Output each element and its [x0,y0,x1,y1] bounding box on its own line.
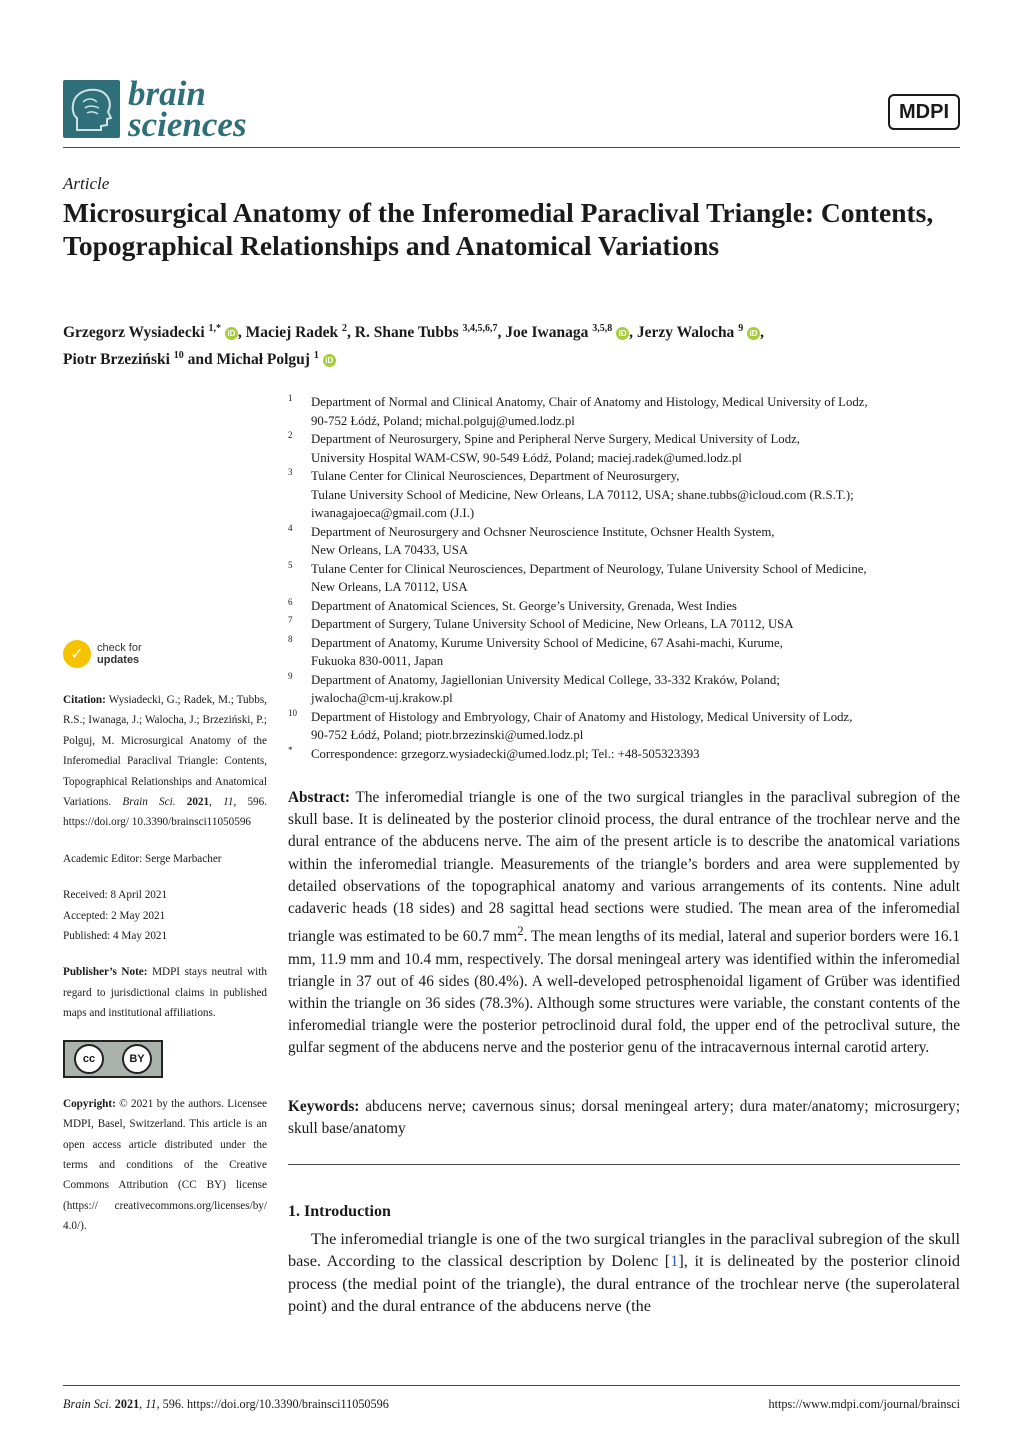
affiliation-line: Department of Surgery, Tulane University School of Medicine, New Orleans, LA 70112, USA [311,617,794,631]
footer-journal: Brain Sci. [63,1397,112,1411]
author-affiliation-marker: 1,* [208,323,221,334]
orcid-icon[interactable]: iD [323,354,336,367]
affiliation-number: 4 [288,522,293,533]
affiliation-item [288,560,960,597]
affiliation-item [288,615,960,634]
author-name: Maciej Radek [245,324,339,342]
author-name: R. Shane Tubbs [354,324,459,342]
abstract-label: Abstract: [288,789,351,806]
affiliation-line: Department of Neurosurgery and Ochsner Neuroscience Institute, Ochsner Health System, [311,524,775,539]
affiliation-line: Department of Anatomy, Kurume University School of Medicine, 67 Asahi-machi, Kurume, [311,635,783,650]
author-separator: , [237,324,246,342]
article-type: Article [63,174,110,193]
journal-name-line2: sciences [128,105,247,144]
author-affiliation-marker: 3,5,8 [592,323,613,334]
affiliation-item [288,745,960,764]
affiliation-line: Department of Neurosurgery, Spine and Peripheral Nerve Surgery, Medical University of Lodz, [311,432,800,446]
author-affiliation-marker: 3,4,5,6,7 [462,323,498,334]
author-separator: and [183,351,217,369]
citation-volume: 11 [223,796,234,809]
footer-journal-url[interactable]: https://www.mdpi.com/journal/brainsci [768,1397,960,1411]
affiliation-number: 8 [288,633,293,644]
affiliation-line: New Orleans, LA 70433, USA [311,543,469,557]
affiliation-item [288,708,960,745]
copyright-label: Copyright: [63,1097,116,1110]
author-affiliation-marker: 10 [173,350,184,362]
affiliation-line: Tulane Center for Clinical Neurosciences, Department of Neurosurgery, [311,469,680,483]
footer-volume: 11 [145,1397,157,1411]
affiliation-line: Tulane University School of Medicine, New Orleans, LA 70112, USA; shane.tubbs@icloud.com (R.S.T.); [311,487,854,502]
brain-head-icon [63,80,120,138]
affiliation-line: Department of Anatomy, Jagiellonian University Medical College, 33-332 Kraków, Poland; [311,672,780,687]
author-name: Joe Iwanaga [505,324,589,342]
affiliation-item [288,597,960,616]
footer-citation: Brain Sci. 2021, 11, 596. https://doi.org/10.3390/brainsci11050596 [63,1397,389,1411]
attribution-icon: BY [122,1044,152,1074]
orcid-icon[interactable]: iD [616,327,629,340]
footer-year: 2021 [114,1397,140,1411]
check-updates-line1: check for [97,642,142,654]
affiliation-item [288,634,960,671]
affiliation-line: Fukuoka 830-0011, Japan [311,654,444,668]
orcid-icon[interactable]: iD [747,327,760,340]
academic-editor: Academic Editor: Serge Marbacher [63,852,222,865]
affiliation-item [288,467,960,523]
journal-name [128,74,247,144]
keywords-text: abducens nerve; cavernous sinus; dorsal meningeal artery; dura mater/anatomy; microsurgery; skull base/anatomy [288,1098,960,1138]
article-title: Microsurgical Anatomy of the Inferomedial Paraclival Triangle: Contents, Topographical Relationships and Anatomical Variations [63,197,934,261]
copyright-block [63,1094,267,1237]
citation-block: Citation: Wysiadecki, G.; Radek, M.; Tubbs, R.S.; Iwanaga, J.; Walocha, J.; Brzeziński, P.; Polguj, M. Microsurgical Anatomy of the Inferomedial Paraclival Triangle: Contents, Topographical Relationships and Anatomical Variations. Brain Sci. 2021, 11, 596. https://doi.org/ 10.3390/brainsci11050596 [63,694,268,829]
section-divider [288,1164,960,1165]
author-list [63,317,960,371]
intro-heading: 1. Introduction [288,1203,391,1220]
abstract-text-1: The inferomedial triangle is one of the two surgical triangles in the paraclival subregion of the skull base. It is delineated by the posterior clinoid process, the dural entrance of the trochlear nerve and the dural entrance of the abducens nerve. The aim of the present article is to describe the anatomical variations within the inferomedial triangle. Measurements of the triangle’s borders and area were supplemented by detailed observations of the topographical anatomy and various arrangements of its contents. Nine adult cadaveric heads (18 sides) and 28 sagittal head sections were studied. The mean area of the inferomedial triangle was estimated to be 60.7 mm [288,789,960,946]
intro-text-2: ], it is delineated by the posterior clinoid process (the medial point of the triangle), the dural entrance of the trochlear nerve (the superolateral point) and the dural entrance of the abducens nerve (the [288,1251,960,1316]
affiliation-number: 3 [288,467,293,477]
affiliation-item [288,393,960,430]
sidebar [63,640,267,1253]
affiliation-number: 2 [288,430,293,440]
affiliation-number: 9 [288,670,293,681]
affiliation-number: 5 [288,559,293,570]
author-name: Michał Polguj [216,351,310,369]
affiliation-line: New Orleans, LA 70112, USA [311,580,468,594]
citation-doi[interactable]: , 596. https://doi.org/ 10.3390/brainsci11050596 [63,796,268,829]
affiliation-line: 90-752 Łódź, Poland; piotr.brzezinski@umed.lodz.pl [311,728,584,742]
publisher-note-label: Publisher’s Note: [63,966,148,979]
affiliation-list [288,393,960,763]
author-separator: , [629,324,637,342]
keywords [288,1096,960,1140]
published-date: Published: 4 May 2021 [63,930,168,943]
dates-block [63,885,267,946]
header-divider [63,147,960,148]
affiliation-line: Correspondence: grzegorz.wysiadecki@umed.lodz.pl; Tel.: +48-505323393 [311,746,700,761]
affiliation-number: 6 [288,596,293,607]
cc-by-license-badge[interactable] [63,1040,163,1078]
author-separator: , [497,324,506,342]
abstract [288,787,960,1060]
affiliation-line: 90-752 Łódź, Poland; michal.polguj@umed.lodz.pl [311,413,575,428]
checkmark-icon: ✓ [63,640,91,668]
reference-link[interactable]: 1 [670,1251,679,1271]
affiliation-line: University Hospital WAM-CSW, 90-549 Łódź, Poland; maciej.radek@umed.lodz.pl [311,450,742,465]
footer-doi[interactable]: , 596. https://doi.org/10.3390/brainsci11050596 [156,1397,389,1411]
citation-label: Citation: [63,694,106,706]
author-name: Piotr Brzeziński [63,351,170,369]
abstract-text-2: . The mean lengths of its medial, lateral and superior borders were 16.1 mm, 11.9 mm and 10.4 mm, respectively. The dorsal meningeal artery was identified within the inferomedial triangle in 37 out of 46 sides (80.4%). A well-developed petrosphenoidal ligament of Grüber was identified within the triangle on 36 sides (78.3%). Although some structures were variable, the constant contents of the inferomedial triangle were the posterior petroclinoid dural fold, the upper end of the petroclival suture, the gulfar segment of the abducens nerve and the posterior genu of the intracavernous internal carotid artery. [288,928,960,1057]
author-separator: , [760,324,764,342]
keywords-label: Keywords: [288,1098,360,1115]
footer-divider [63,1385,960,1386]
affiliation-number: 10 [288,707,297,718]
journal-logo-icon [63,80,120,138]
affiliation-line: Department of Histology and Embryology, Chair of Anatomy and Histology, Medical University of Lodz, [311,709,853,724]
author-name: Jerzy Walocha [636,324,735,342]
publisher-note-text: MDPI stays neutral with regard to jurisdictional claims in published maps and institutional affiliations. [63,966,267,1020]
affiliation-item [288,523,960,560]
affiliation-number: 1 [288,393,293,403]
orcid-icon[interactable]: iD [225,327,238,340]
author-affiliation-marker: 9 [738,323,744,334]
author-affiliation-marker: 2 [342,323,348,334]
cc-icon: cc [74,1044,104,1074]
publisher-logo[interactable]: MDPI [888,94,960,130]
abstract-sup: 2 [517,924,524,939]
accepted-date: Accepted: 2 May 2021 [63,909,166,922]
received-date: Received: 8 April 2021 [63,889,168,902]
copyright-text: © 2021 by the authors. Licensee MDPI, Basel, Switzerland. This article is an open access article distributed under the terms and conditions of the Creative Commons Attribution (CC BY) license (https:// creativecommons.org/licenses/by/ 4.0/). [63,1097,267,1233]
author-separator: , [347,324,355,342]
affiliation-line: Department of Normal and Clinical Anatomy, Chair of Anatomy and Histology, Medical University of Lodz, [311,395,868,409]
affiliation-number: * [288,744,293,755]
affiliation-item [288,671,960,708]
affiliation-item [288,430,960,467]
author-affiliation-marker: 1 [313,350,319,362]
citation-year: 2021 [186,796,210,809]
affiliation-line: Department of Anatomical Sciences, St. George’s University, Grenada, West Indies [311,598,737,613]
intro-paragraph [288,1228,960,1318]
check-updates-line2: updates [97,654,140,666]
affiliation-line: Tulane Center for Clinical Neurosciences, Department of Neurology, Tulane University School of Medicine, [311,561,867,576]
intro-text-1: The inferomedial triangle is one of the two surgical triangles in the paraclival subregion of the skull base. According to the classical description by Dolenc [ [288,1229,960,1271]
affiliation-line: iwanagajoeca@gmail.com (J.I.) [311,506,475,520]
publisher-note [63,962,267,1023]
author-name: Grzegorz Wysiadecki [63,324,205,342]
affiliation-number: 7 [288,615,293,625]
citation-text: Wysiadecki, G.; Radek, M.; Tubbs, R.S.; Iwanaga, J.; Walocha, J.; Brzeziński, P.; Polguj, M. Microsurgical Anatomy of the Inferomedial Paraclival Triangle: Contents, Topographical Relationships and Anatomical Variations. [63,694,267,809]
affiliation-line: jwalocha@cm-uj.krakow.pl [311,691,453,705]
check-for-updates-button[interactable] [63,640,267,668]
journal-name-line1: brain [128,74,206,113]
citation-journal: Brain Sci. [122,796,176,809]
